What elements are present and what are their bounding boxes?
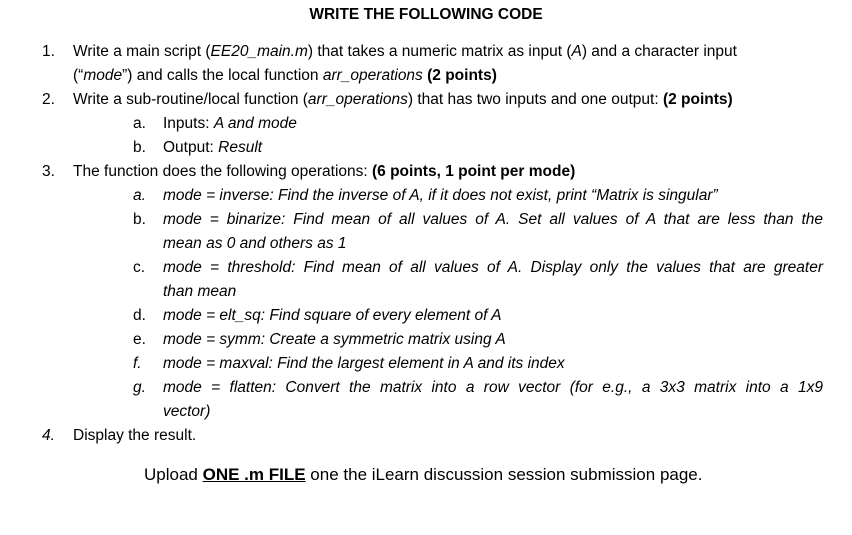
item-1-text-c: ) that takes a numeric matrix as input ( [307, 43, 572, 60]
page-title: WRITE THE FOLLOWING CODE [309, 6, 543, 23]
item-4-number: 4. [42, 427, 55, 444]
op-d-text: mode = elt_sq: Find square of every element of A [163, 307, 502, 324]
item-2-number: 2. [42, 91, 55, 108]
op-c-continuation: than mean [163, 283, 237, 300]
item-2-function-name: arr_operations [307, 91, 408, 108]
upload-instruction [144, 465, 702, 485]
item-3-number: 3. [42, 163, 55, 180]
item-2-line [73, 90, 733, 110]
item-1-text-a: Write a main script ( [73, 43, 211, 60]
op-d-letter: d. [133, 307, 146, 324]
item-1-number: 1. [42, 43, 55, 60]
op-c-text: mode = threshold: Find mean of all values of A. Display only the values that are greater [163, 259, 823, 276]
op-c-letter: c. [133, 259, 146, 276]
item-1-points: (2 points) [427, 67, 497, 84]
item-2-sub-a-letter: a. [133, 115, 146, 132]
item-3-line [73, 162, 575, 182]
upload-text-c: one the iLearn discussion session submission page. [305, 465, 703, 484]
item-1-line-2 [73, 66, 497, 86]
op-f-letter: f. [133, 355, 142, 372]
op-b-letter: b. [133, 211, 146, 228]
item-1-text-e: ) and a character input [581, 43, 737, 60]
op-e-letter: e. [133, 331, 146, 348]
item-2-sub-b-label: Output: [163, 139, 219, 156]
op-b-text: mode = binarize: Find mean of all values of A. Set all values of A that are less than the [163, 211, 823, 228]
item-2-points: (2 points) [662, 91, 733, 108]
item-1-function-name: arr_operations [322, 67, 423, 84]
op-a-text: mode = inverse: Find the inverse of A, if it does not exist, print “Matrix is singular” [163, 187, 718, 204]
item-2-sub-a [163, 114, 297, 134]
item-2-text-c: ) that has two inputs and one output: [407, 91, 663, 108]
upload-text-a: Upload [144, 465, 203, 484]
item-2-sub-b-letter: b. [133, 139, 146, 156]
item-1-mode: mode [83, 67, 123, 84]
item-4-text: Display the result. [73, 427, 197, 444]
item-2-sub-b [163, 138, 262, 158]
item-1-line-1 [73, 42, 737, 62]
op-g-text: mode = flatten: Convert the matrix into a row vector (for e.g., a 3x3 matrix into a 1x9 [163, 379, 823, 396]
op-g-continuation: vector) [163, 403, 211, 420]
op-b-continuation: mean as 0 and others as 1 [163, 235, 347, 252]
op-g-letter: g. [133, 379, 146, 396]
item-3-points: (6 points, 1 point per mode) [372, 163, 576, 180]
item-1-text-f: (“ [73, 67, 84, 84]
op-f-text: mode = maxval: Find the largest element in A and its index [163, 355, 565, 372]
item-2-sub-a-label: Inputs: [163, 115, 214, 132]
item-1-var-a: A [571, 43, 582, 60]
item-2-sub-b-value: Result [218, 139, 263, 156]
upload-file-requirement: ONE .m FILE [202, 465, 306, 484]
item-2-text-a: Write a sub-routine/local function ( [73, 91, 308, 108]
op-a-letter: a. [133, 187, 146, 204]
item-1-text-h: ”) and calls the local function [122, 67, 323, 84]
item-3-text-a: The function does the following operations: [73, 163, 372, 180]
item-2-sub-a-value: A and mode [213, 115, 297, 132]
item-1-script-name: EE20_main.m [210, 43, 308, 60]
op-e-text: mode = symm: Create a symmetric matrix using A [163, 331, 506, 348]
